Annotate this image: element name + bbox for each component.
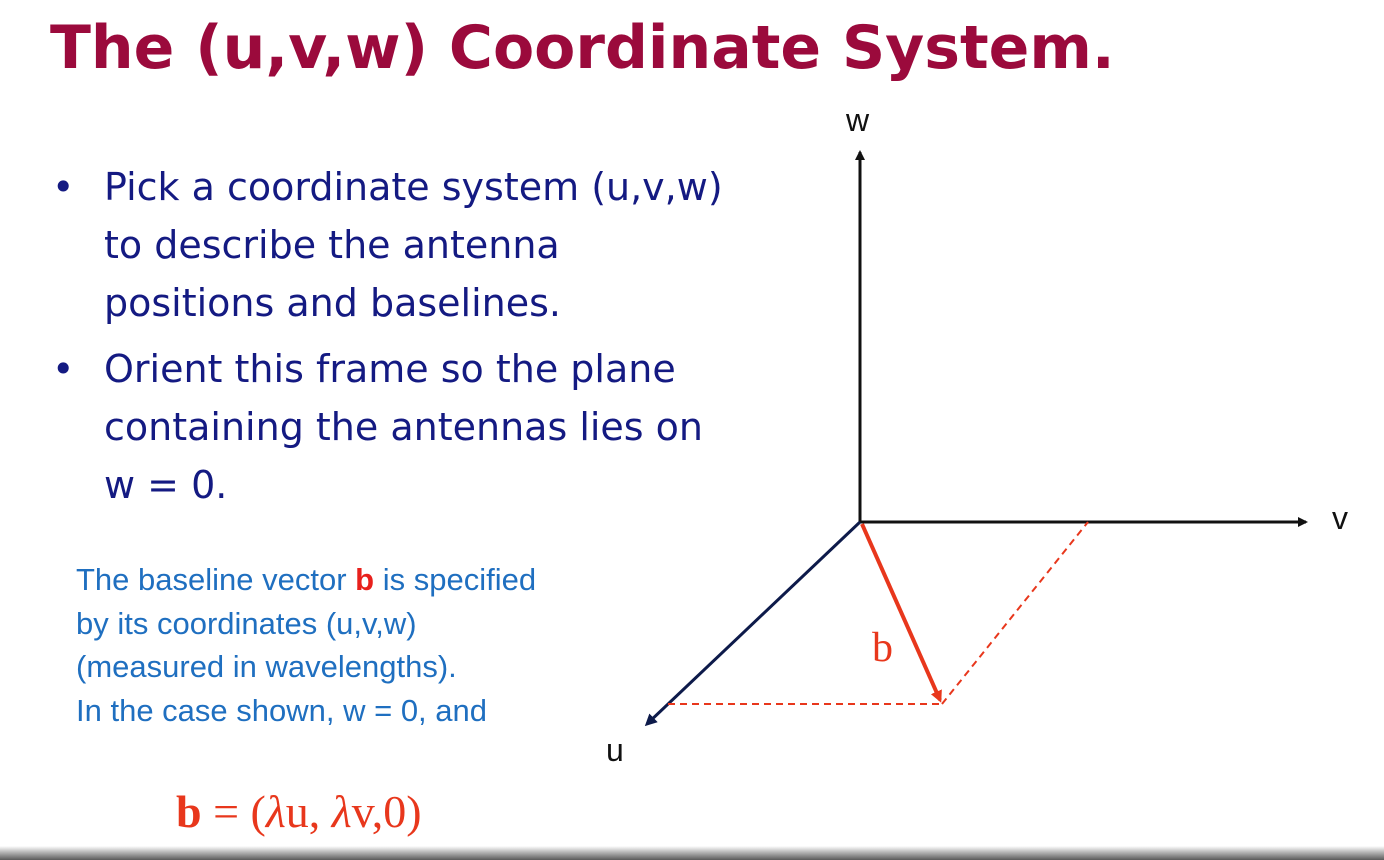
bullet-dot-icon: • [52,347,75,391]
slide-title: The (u,v,w) Coordinate System. [50,13,1115,83]
note-text: is specified [374,562,537,597]
slide-bottom-shadow [0,846,1384,860]
formula-u-term: u, [285,786,332,837]
w-axis-label: w [846,102,870,138]
bullet-text-line: containing the antennas lies on [104,405,704,449]
v-axis-label: v [1332,500,1348,536]
baseline-vector-b [862,524,940,700]
formula-equals: = ( [201,786,266,837]
formula-vector-b: b [176,786,202,837]
bullet-dot-icon: • [52,165,75,209]
note-line: (measured in wavelengths). [76,649,457,684]
projection-line-v [942,522,1088,704]
note-text: The baseline vector [76,562,356,597]
note-line: by its coordinates (u,v,w) [76,605,417,641]
bullet-text-line: positions and baselines. [104,281,562,325]
u-axis [647,522,860,724]
note-vector-symbol: b [355,562,375,597]
formula-v-term: v,0) [351,786,422,837]
vector-b-label: b [872,625,893,671]
bullet-text-line: Pick a coordinate system (u,v,w) [104,165,723,209]
formula-lambda: λ [265,786,286,837]
u-axis-label: u [606,732,624,768]
bullet-text-line: Orient this frame so the plane [104,347,676,391]
bullet-text-line: w = 0. [104,463,228,507]
bullet-text-line: to describe the antenna [104,223,560,267]
note-line: In the case shown, w = 0, and [76,692,488,728]
formula-lambda: λ [331,786,352,837]
